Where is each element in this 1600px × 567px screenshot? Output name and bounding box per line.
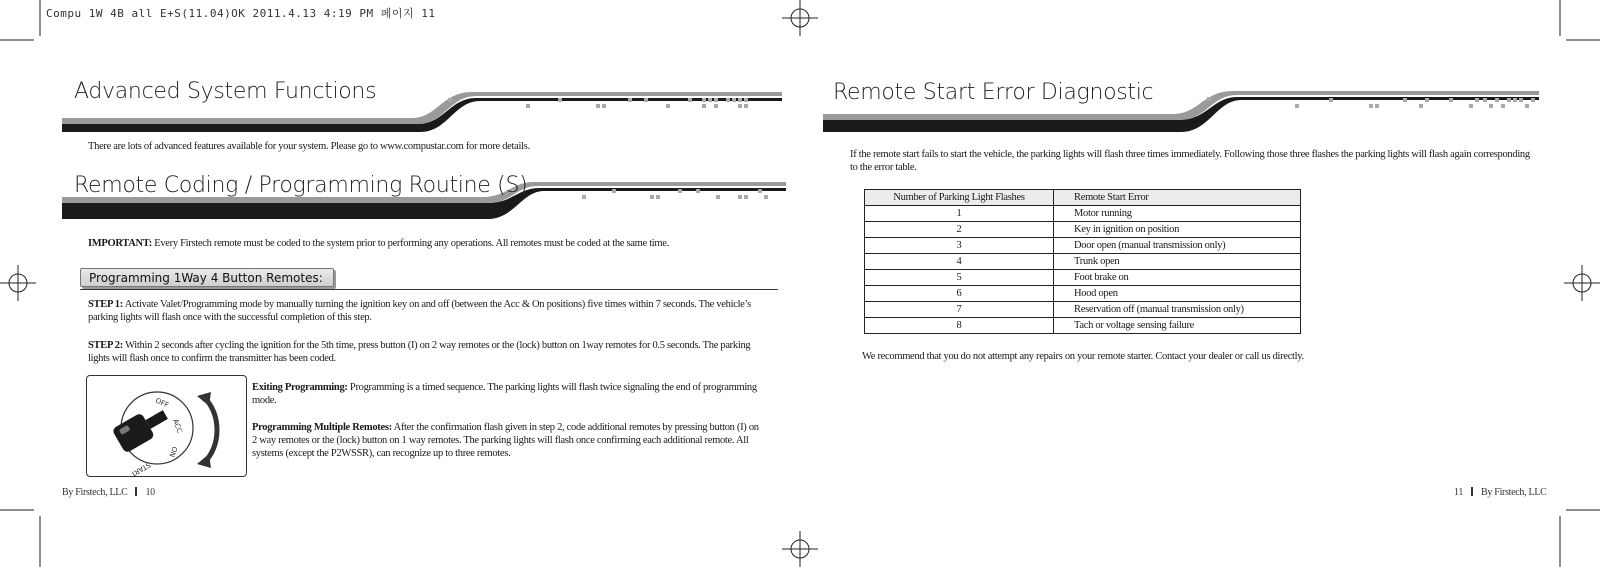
table-row bbox=[865, 254, 1301, 270]
important-text: Every Firstech remote must be coded to the system prior to performing any operations. All remotes must be coded at the same time. bbox=[151, 238, 669, 249]
table-cell: 4 bbox=[865, 254, 1054, 270]
table-row bbox=[865, 270, 1301, 286]
ignition-label-start: START bbox=[129, 460, 152, 476]
step-1-label: STEP 1: bbox=[88, 299, 123, 310]
registration-mark-icon bbox=[0, 265, 36, 301]
multiple-text: After the confirmation flash given in step 2, code additional remotes by pressing button (I) on 2 way remotes or the (lock) button on 1 way remotes. The parking lights will flash once confirming each additional remote. All systems (except the P2WSSR), can recognize up to three remotes. bbox=[252, 422, 759, 459]
section-title: Remote Coding / Programming Routine (S) bbox=[74, 173, 528, 198]
table-row bbox=[865, 238, 1301, 254]
footer-company: By Firstech, LLC bbox=[1481, 487, 1547, 498]
table-cell: 1 bbox=[865, 206, 1054, 222]
table-cell: 7 bbox=[865, 302, 1054, 318]
subhead-tab: Programming 1Way 4 Button Remotes: bbox=[80, 268, 334, 287]
ignition-label-off: OFF bbox=[154, 396, 170, 410]
page-number: 11 bbox=[1454, 487, 1464, 498]
exiting-text: Programming is a timed sequence. The parking lights will flash twice signaling the end of programming mode. bbox=[252, 382, 757, 406]
table-cell: 8 bbox=[865, 318, 1054, 334]
multiple-label: Programming Multiple Remotes: bbox=[252, 422, 392, 433]
table-cell: 5 bbox=[865, 270, 1054, 286]
table-row bbox=[865, 318, 1301, 334]
table-cell: Tach or voltage sensing failure bbox=[1054, 318, 1301, 334]
footer-left bbox=[62, 487, 155, 498]
subhead-rule bbox=[80, 289, 778, 290]
step-2-label: STEP 2: bbox=[88, 340, 123, 351]
step-1 bbox=[88, 298, 760, 324]
exiting-label: Exiting Programming: bbox=[252, 382, 348, 393]
table-header: Number of Parking Light Flashes bbox=[865, 190, 1054, 206]
section-title: Advanced System Functions bbox=[74, 79, 377, 104]
registration-mark-icon bbox=[782, 531, 818, 567]
table-cell: Foot brake on bbox=[1054, 270, 1301, 286]
table-cell: Reservation off (manual transmission only) bbox=[1054, 302, 1301, 318]
exiting-programming bbox=[252, 381, 760, 407]
registration-mark-icon bbox=[782, 0, 818, 36]
step-2 bbox=[88, 339, 760, 365]
ignition-illustration bbox=[86, 375, 247, 477]
table-cell: 3 bbox=[865, 238, 1054, 254]
important-label: IMPORTANT: bbox=[88, 238, 152, 249]
table-row bbox=[865, 302, 1301, 318]
step-1-text: Activate Valet/Programming mode by manually turning the ignition key on and off (between the Acc & On positions) five times within 7 seconds. The vehicle’s parking lights will flash once with the successful completion of this step. bbox=[88, 299, 751, 323]
table-cell: Hood open bbox=[1054, 286, 1301, 302]
table-cell: Trunk open bbox=[1054, 254, 1301, 270]
table-cell: Key in ignition on position bbox=[1054, 222, 1301, 238]
curved-arrow-icon bbox=[205, 398, 217, 462]
recommendation-note: We recommend that you do not attempt any repairs on your remote starter. Contact your dealer or call us directly. bbox=[862, 351, 1304, 362]
multiple-remotes bbox=[252, 421, 760, 460]
table-cell: 6 bbox=[865, 286, 1054, 302]
intro-paragraph: There are lots of advanced features available for your system. Please go to www.compustar.com for more details. bbox=[88, 141, 530, 152]
important-note bbox=[88, 237, 768, 250]
footer-right bbox=[1454, 487, 1547, 498]
ignition-key-icon bbox=[87, 376, 246, 476]
table-cell: 2 bbox=[865, 222, 1054, 238]
table-row bbox=[865, 286, 1301, 302]
footer-company: By Firstech, LLC bbox=[62, 487, 128, 498]
ignition-label-acc: ACC bbox=[171, 417, 184, 435]
table-cell: Motor running bbox=[1054, 206, 1301, 222]
step-2-text: Within 2 seconds after cycling the ignition for the 5th time, press button (I) on 2 way remotes or the (lock) button on 1way remotes for 0.5 seconds. The parking lights will flash once to confirm the transmitter has been coded. bbox=[88, 340, 751, 364]
table-header: Remote Start Error bbox=[1054, 190, 1301, 206]
table-cell: Door open (manual transmission only) bbox=[1054, 238, 1301, 254]
table-row bbox=[865, 206, 1301, 222]
section-title: Remote Start Error Diagnostic bbox=[833, 80, 1154, 105]
page-number: 10 bbox=[145, 487, 155, 498]
print-slug: Compu 1W 4B all E+S(11.04)OK 2011.4.13 4:19 PM 페이지 11 bbox=[46, 7, 436, 20]
table-row bbox=[865, 222, 1301, 238]
ignition-label-on: ON bbox=[167, 445, 179, 459]
registration-mark-icon bbox=[1564, 265, 1600, 301]
error-table bbox=[864, 189, 1301, 334]
error-intro: If the remote start fails to start the vehicle, the parking lights will flash three times immediately. Following those three flashes the parking lights will flash again corresponding to the error table. bbox=[850, 149, 1530, 173]
table-header-row bbox=[865, 190, 1301, 206]
